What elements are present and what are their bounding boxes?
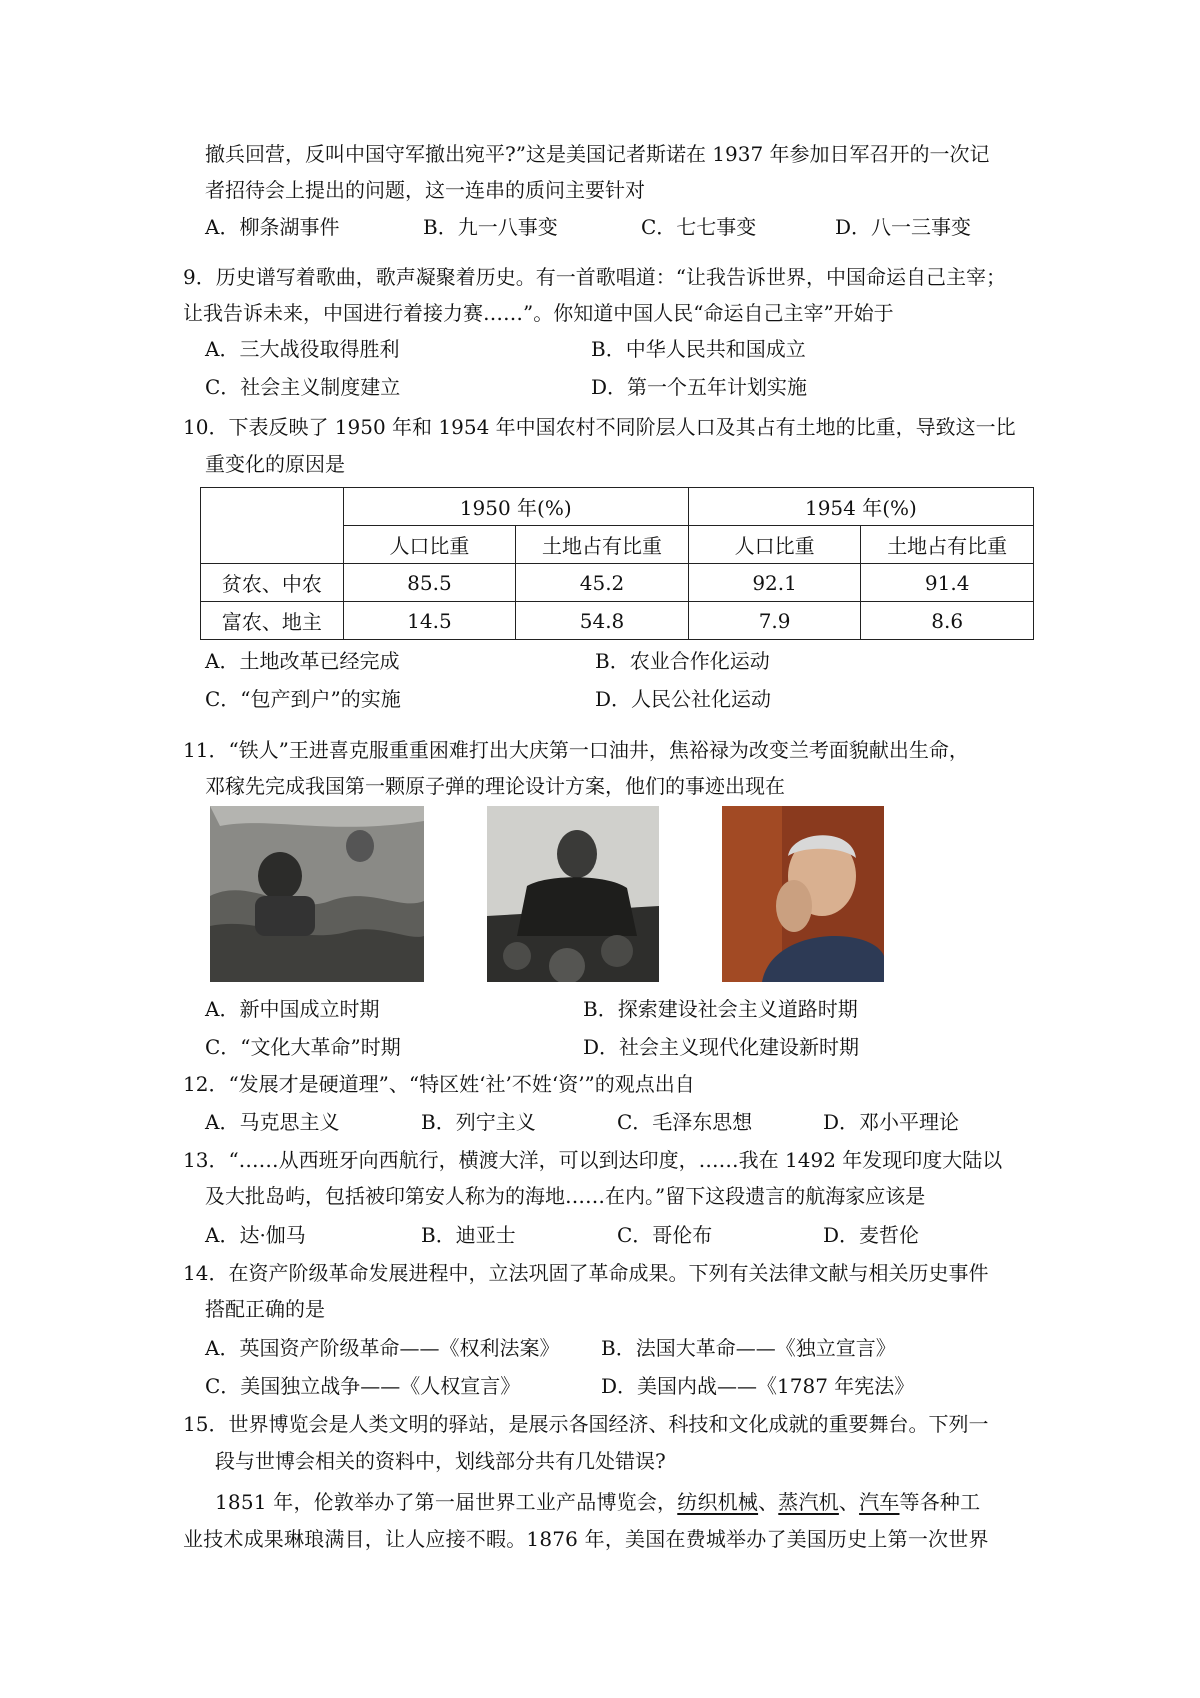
q12-options [205,1109,1035,1135]
q10-stem-line1: 10．下表反映了 1950 年和 1954 年中国农村不同阶层人口及其占有土地的比重，导致这一比 [183,415,1016,439]
q13-stem-line2: 及大批岛屿，包括被印第安人称为的海地……在内。”留下这段遗言的航海家应该是 [205,1184,926,1208]
underlined-item-textile-machinery: 纺织机械 [677,1490,759,1514]
q11-stem-line1: 11．“铁人”王进喜克服重重困难打出大庆第一口油井，焦裕禄为改变兰考面貌献出生命， [183,738,969,762]
q8-option-c[interactable]: C．七七事变 [641,215,757,239]
table-header-1954: 1954 年(%) [688,488,1033,526]
q15-material-sep: 、 [838,1490,860,1514]
q11-options [205,996,1035,1060]
table-cell: 14.5 [343,602,516,640]
q8-option-b[interactable]: B．九一八事变 [423,215,558,239]
table-corner-cell [201,488,344,564]
q11-option-c[interactable]: C．“文化大革命”时期 [205,1035,401,1059]
q9-stem-line2: 让我告诉未来，中国进行着接力赛……”。你知道中国人民“命运自己主宰”开始于 [183,301,894,325]
underlined-item-automobile: 汽车 [859,1490,900,1514]
q12-option-a[interactable]: A．马克思主义 [205,1110,340,1134]
q15-material-line2: 业技术成果琳琅满目，让人应接不暇。1876 年，美国在费城举办了美国历史上第一次世界 [183,1527,989,1551]
table-cell: 7.9 [688,602,861,640]
q8-options [205,214,1035,240]
q9-option-b[interactable]: B．中华人民共和国成立 [591,337,806,361]
q14-option-b[interactable]: B．法国大革命——《独立宣言》 [601,1336,896,1360]
table-cell: 8.6 [861,602,1034,640]
photo-deng-jiaxian [722,806,884,982]
q14-option-d[interactable]: D．美国内战——《1787 年宪法》 [601,1374,915,1398]
q14-options [205,1335,1035,1399]
q10-option-a[interactable]: A．土地改革已经完成 [205,649,400,673]
q12-option-c[interactable]: C．毛泽东思想 [617,1110,753,1134]
table-cell: 45.2 [516,564,689,602]
q10-option-b[interactable]: B．农业合作化运动 [595,649,770,673]
q8-option-d[interactable]: D．八一三事变 [835,215,972,239]
table-cell: 91.4 [861,564,1034,602]
land-ratio-table [200,487,1034,640]
q12-option-d[interactable]: D．邓小平理论 [823,1110,960,1134]
q9-options [205,336,1035,400]
table-row-label: 贫农、中农 [201,564,344,602]
q11-option-a[interactable]: A．新中国成立时期 [205,997,380,1021]
q15-material-line1 [215,1489,980,1515]
q8-stem-line2: 者招待会上提出的问题，这一连串的质问主要针对 [205,178,645,202]
q10-stem-line2: 重变化的原因是 [205,452,345,476]
q10-options [205,648,1035,712]
q9-stem-line1: 9．历史谱写着歌曲，歌声凝聚着历史。有一首歌唱道：“让我告诉世界，中国命运自己主宰； [183,265,1006,289]
q9-option-d[interactable]: D．第一个五年计划实施 [591,375,808,399]
table-header-1950: 1950 年(%) [343,488,688,526]
q11-stem-line2: 邓稼先完成我国第一颗原子弹的理论设计方案，他们的事迹出现在 [205,774,785,798]
table-row [201,602,1034,640]
q15-stem-line2: 段与世博会相关的资料中，划线部分共有几处错误? [215,1449,666,1473]
q14-stem-line1: 14．在资产阶级革命发展进程中，立法巩固了革命成果。下列有关法律文献与相关历史事件 [183,1261,989,1285]
q9-option-c[interactable]: C．社会主义制度建立 [205,375,401,399]
q8-option-a[interactable]: A．柳条湖事件 [205,215,340,239]
q13-option-a[interactable]: A．达·伽马 [205,1223,306,1247]
q13-option-b[interactable]: B．迪亚士 [421,1223,516,1247]
q15-material-text: 1851 年，伦敦举办了第一届世界工业产品博览会， [215,1490,678,1514]
table-subheader: 人口比重 [343,526,516,564]
q15-material-text: 等各种工 [899,1490,981,1514]
photo-jiao-yulu [487,806,659,982]
q11-option-d[interactable]: D．社会主义现代化建设新时期 [583,1035,860,1059]
q9-option-a[interactable]: A．三大战役取得胜利 [205,337,400,361]
table-row [201,564,1034,602]
q13-options [205,1222,1035,1248]
table-subheader: 土地占有比重 [516,526,689,564]
table-subheader: 土地占有比重 [861,526,1034,564]
q15-material-sep: 、 [758,1490,779,1514]
q11-option-b[interactable]: B．探索建设社会主义道路时期 [583,997,858,1021]
q10-option-d[interactable]: D．人民公社化运动 [595,687,772,711]
table-cell: 92.1 [688,564,861,602]
table-cell: 85.5 [343,564,516,602]
q13-stem-line1: 13．“……从西班牙向西航行，横渡大洋，可以到达印度，……我在 1492 年发现印度大陆以 [183,1148,1003,1172]
underlined-item-steam-engine: 蒸汽机 [778,1490,839,1514]
table-row-label: 富农、地主 [201,602,344,640]
q15-stem-line1: 15．世界博览会是人类文明的驿站，是展示各国经济、科技和文化成就的重要舞台。下列一 [183,1412,989,1436]
q10-option-c[interactable]: C．“包产到户”的实施 [205,687,401,711]
table-cell: 54.8 [516,602,689,640]
q8-stem-line1: 撤兵回营，反叫中国守军撤出宛平?”这是美国记者斯诺在 1937 年参加日军召开的一次记 [205,142,990,166]
q12-option-b[interactable]: B．列宁主义 [421,1110,536,1134]
q13-option-c[interactable]: C．哥伦布 [617,1223,713,1247]
photo-wang-jinxi [210,806,424,982]
table-subheader: 人口比重 [688,526,861,564]
q12-stem-line1: 12．“发展才是硬道理”、“特区姓‘社’不姓‘资’”的观点出自 [183,1072,695,1096]
q13-option-d[interactable]: D．麦哲伦 [823,1223,920,1247]
q14-stem-line2: 搭配正确的是 [205,1297,325,1321]
q14-option-c[interactable]: C．美国独立战争——《人权宣言》 [205,1374,521,1398]
q14-option-a[interactable]: A．英国资产阶级革命——《权利法案》 [205,1336,560,1360]
